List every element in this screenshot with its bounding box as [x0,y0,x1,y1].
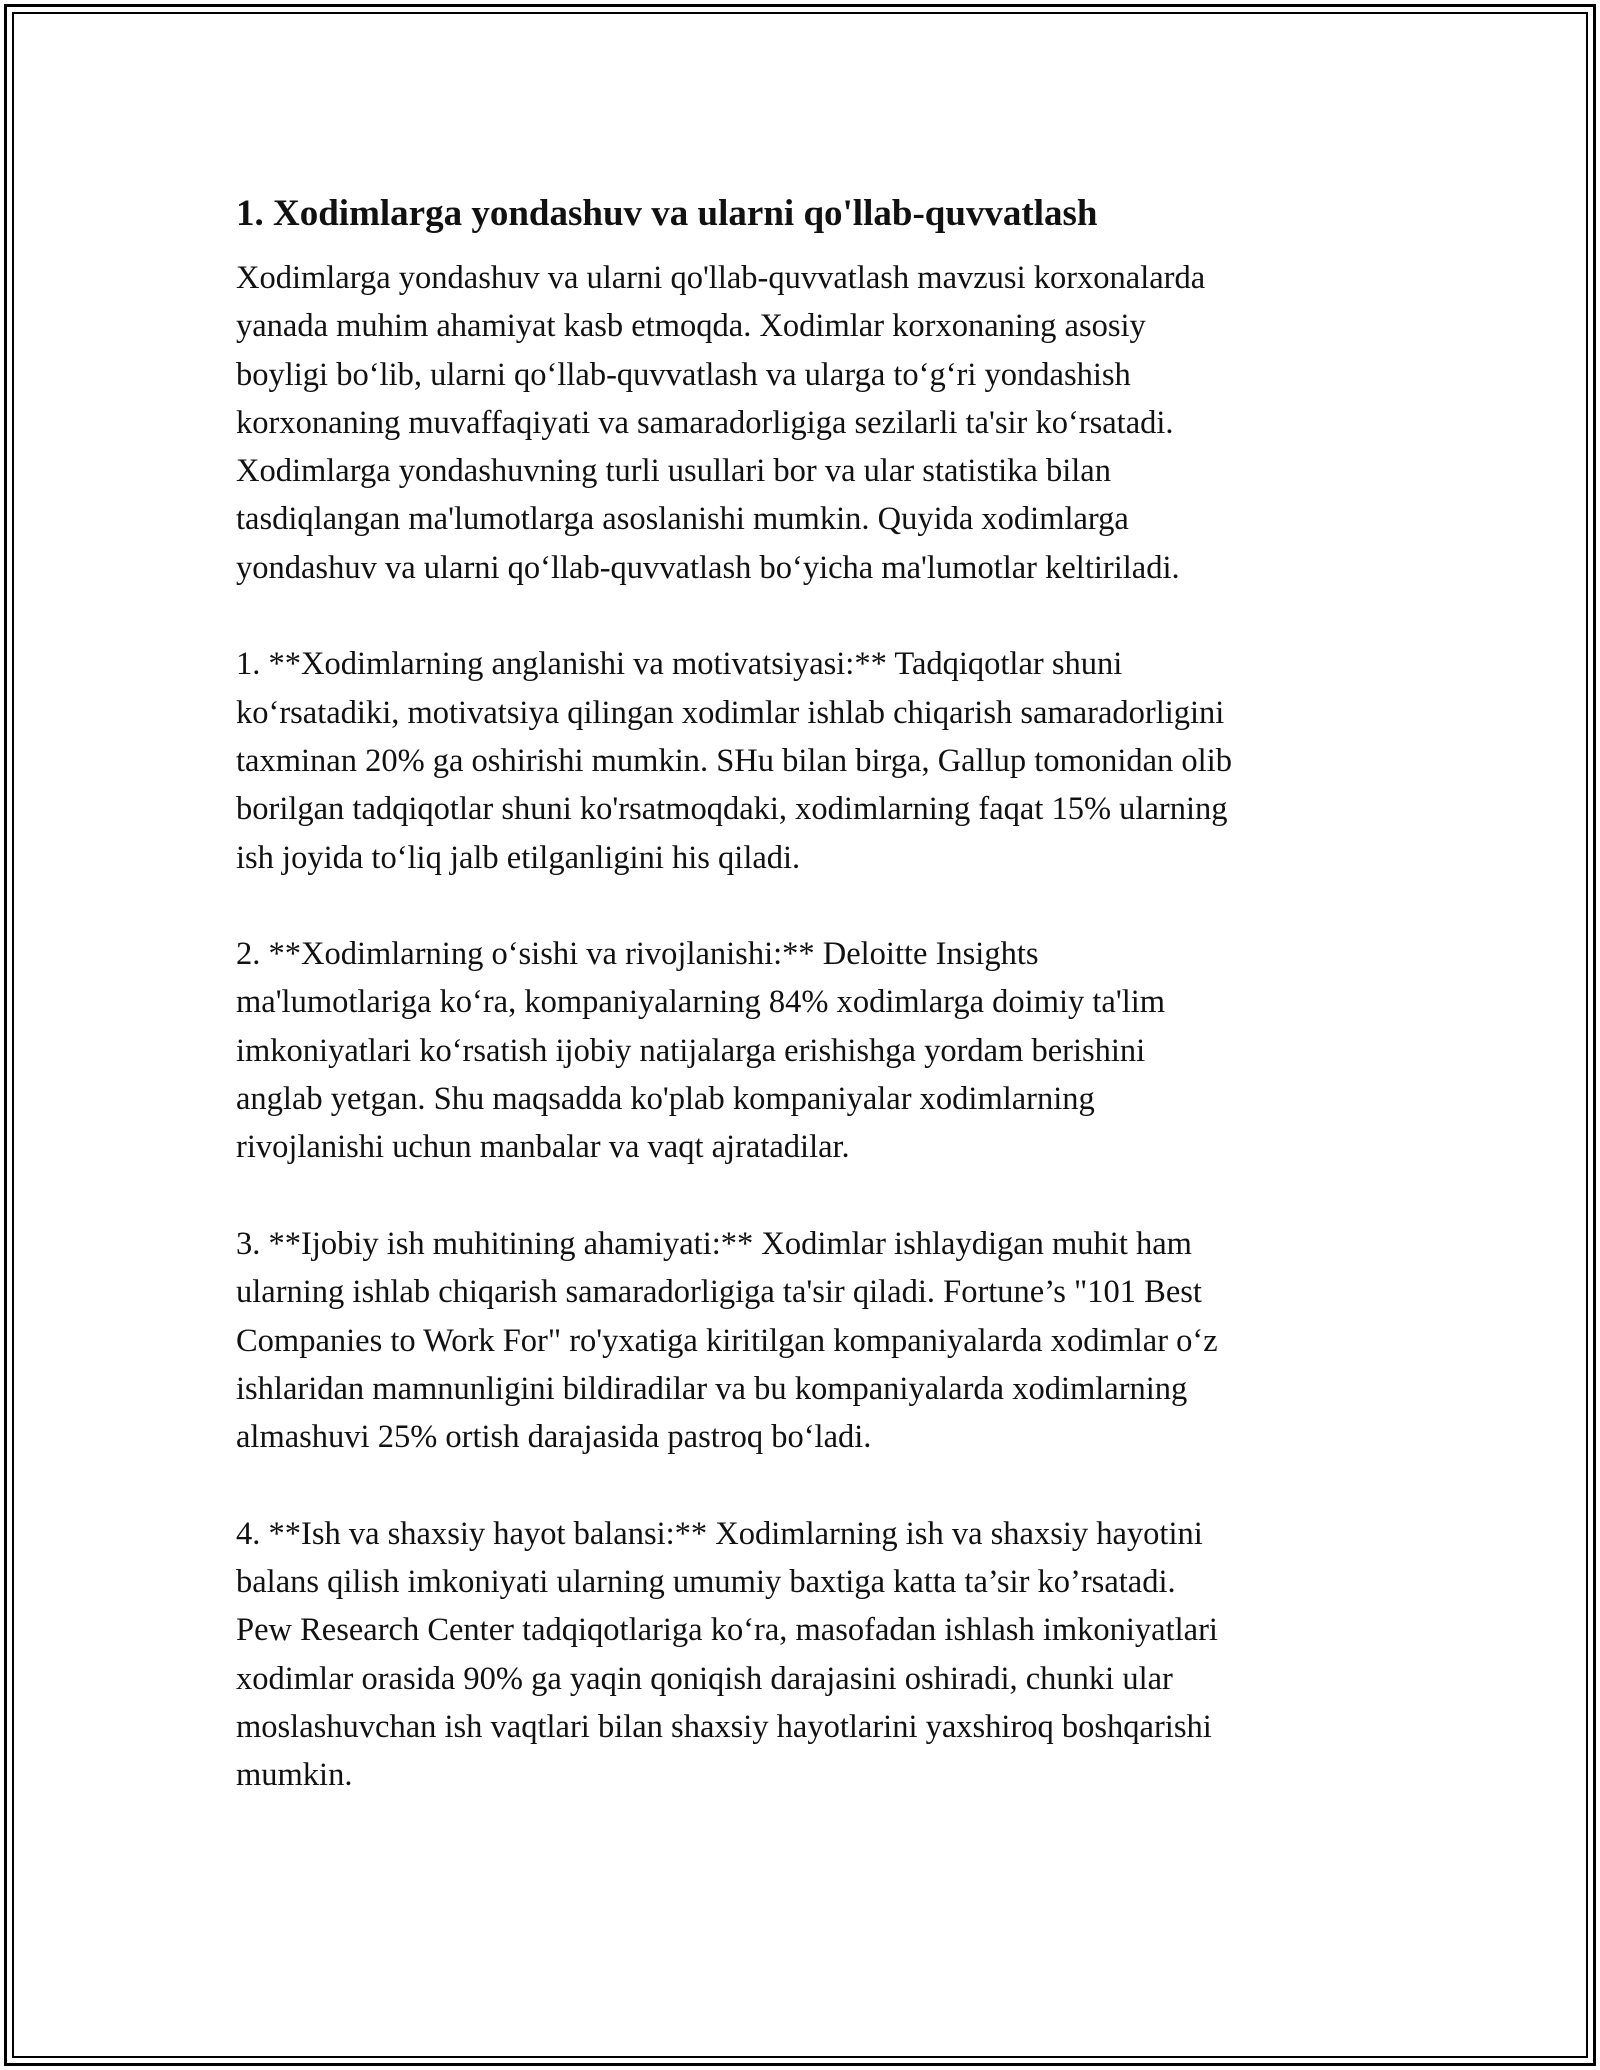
text-line: tasdiqlangan ma'lumotlarga asoslanishi mumkin. Quyida xodimlarga [236,501,1129,538]
text-line: 1. **Xodimlarning anglanishi va motivatsiyasi:** Tadqiqotlar shuni [236,646,1123,683]
text-line: 2. **Xodimlarning o‘sishi va rivojlanishi:** Deloitte Insights [236,936,1039,973]
text-line: 4. **Ish va shaxsiy hayot balansi:** Xodimlarning ish va shaxsiy hayotini [236,1515,1203,1552]
text-line: Companies to Work For" ro'yxatiga kiritilgan kompaniyalarda xodimlar o‘z [236,1322,1218,1359]
text-line: 3. **Ijobiy ish muhitining ahamiyati:** Xodimlar ishlaydigan muhit ham [236,1225,1192,1262]
text-line: boyligi bo‘lib, ularni qo‘llab-quvvatlash va ularga to‘g‘ri yondashish [236,356,1131,393]
text-line: korxonaning muvaffaqiyati va samaradorligiga sezilarli ta'sir ko‘rsatadi. [236,404,1174,441]
text-line: ma'lumotlariga ko‘ra, kompaniyalarning 84% xodimlarga doimiy ta'lim [236,984,1166,1021]
point-3-paragraph [236,1220,1366,1461]
text-line: ko‘rsatadiki, motivatsiya qilingan xodimlar ishlab chiqarish samaradorligini [236,694,1225,731]
text-line: balans qilish imkoniyati ularning umumiy baxtiga katta ta’sir ko’rsatadi. [236,1564,1176,1601]
text-line: almashuvi 25% ortish darajasida pastroq bo‘ladi. [236,1419,872,1456]
text-line: Pew Research Center tadqiqotlariga ko‘ra, masofadan ishlash imkoniyatlari [236,1612,1218,1649]
text-line: ish joyida to‘liq jalb etilganligini his qiladi. [236,839,801,876]
point-2-paragraph [236,930,1366,1171]
text-line: Xodimlarga yondashuvning turli usullari bor va ular statistika bilan [236,453,1111,490]
text-line: ishlaridan mamnunligini bildiradilar va bu kompaniyalarda xodimlarning [236,1370,1188,1407]
text-line: xodimlar orasida 90% ga yaqin qoniqish darajasini oshiradi, chunki ular [236,1660,1173,1697]
point-1-paragraph [236,640,1366,881]
text-line: borilgan tadqiqotlar shuni ko'rsatmoqdaki, xodimlarning faqat 15% ularning [236,791,1228,828]
text-line: imkoniyatlari ko‘rsatish ijobiy natijalarga erishishga yordam berishini [236,1032,1146,1069]
text-line: yanada muhim ahamiyat kasb etmoqda. Xodimlar korxonaning asosiy [236,308,1146,345]
text-line: moslashuvchan ish vaqtlari bilan shaxsiy hayotlarini yaxshiroq boshqarishi [236,1708,1212,1745]
text-line: mumkin. [236,1757,353,1794]
document-body [236,186,1366,1848]
document-title: 1. Xodimlarga yondashuv va ularni qo'llab-quvvatlash [236,193,1098,234]
text-line: taxminan 20% ga oshirishi mumkin. SHu bilan birga, Gallup tomonidan olib [236,742,1232,779]
point-4-paragraph [236,1510,1366,1800]
text-line: rivojlanishi uchun manbalar va vaqt ajratadilar. [236,1129,850,1166]
text-line: Xodimlarga yondashuv va ularni qo'llab-quvvatlash mavzusi korxonalarda [236,260,1206,296]
text-line: yondashuv va ularni qo‘llab-quvvatlash bo‘yicha ma'lumotlar keltiriladi. [236,549,1180,586]
text-line: ularning ishlab chiqarish samaradorligiga ta'sir qiladi. Fortune’s "101 Best [236,1274,1202,1311]
intro-paragraph [236,254,1366,592]
text-line: anglab yetgan. Shu maqsadda ko'plab kompaniyalar xodimlarning [236,1081,1095,1118]
